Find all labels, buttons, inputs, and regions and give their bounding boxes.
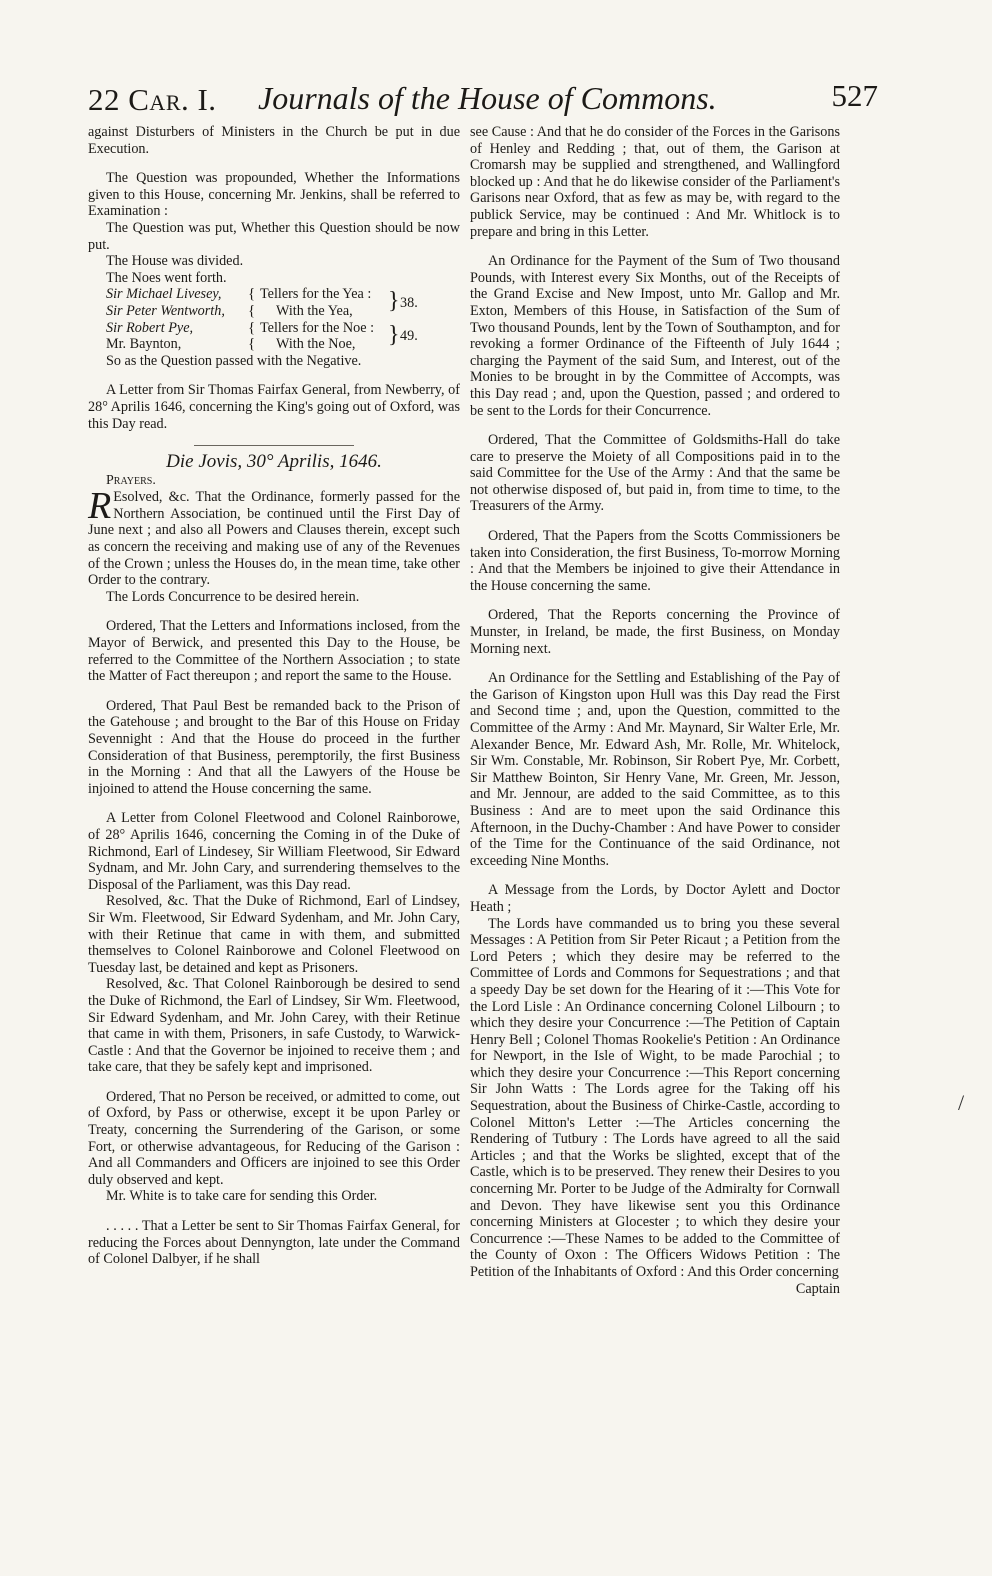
paragraph: against Disturbers of Ministers in the Church be put in due Execution. bbox=[88, 124, 460, 157]
brace-icon: } bbox=[388, 288, 400, 315]
journal-title: Journals of the House of Commons. bbox=[258, 80, 717, 116]
paragraph: Ordered, That the Committee of Goldsmiths-Hall do take care to preserve the Moiety of all Compositions paid in to the said Committee for the Use of the Army : And that the same be not otherwise disposed of, but paid in, from time to time, to the Treasurers of the Army. bbox=[470, 432, 840, 515]
paragraph: The Lords Concurrence to be desired herein. bbox=[106, 588, 360, 605]
right-column bbox=[470, 124, 840, 1297]
paragraph: Resolved, &c. That the Duke of Richmond, Earl of Lindsey, Sir Wm. Fleetwood, Sir Edward Sydenham, and Mr. John Cary, with their Retinue that came in with them, and submitted themselves to Colonel Rainborowe and Colonel Fleetwood on Tuesday last, be detained and kept as Prisoners. bbox=[88, 893, 460, 976]
tellers-table bbox=[88, 286, 460, 352]
paragraph bbox=[88, 485, 460, 589]
paragraph: A Letter from Sir Thomas Fairfax General, from Newberry, of 28° Aprilis 1646, concerning the King's going out of Oxford, was this Day read. bbox=[88, 382, 460, 432]
paragraph: So as the Question passed with the Negative. bbox=[106, 352, 362, 369]
paragraph: Ordered, That no Person be received, or admitted to come, out of Oxford, by Pass or otherwise, except it be upon Parley or Treaty, concerning the Surrendering of the Garison, or some Fort, or otherwise advantageous, for Reducing of the Garison : And all Commanders and Officers are injoined to see this Order duly observed and kept. bbox=[88, 1088, 460, 1188]
regnal-year: 22 Car. I. bbox=[88, 82, 217, 117]
yea-count: 38. bbox=[400, 294, 418, 311]
paragraph-text: Esolved, &c. That the Ordinance, formerly passed for the Northern Association, be continued until the First Day of June next ; and also all Powers and Clauses therein, except such as concern the receiving and making use of any of the Revenues of the Crown ; unless the Houses do, in the mean time, take other Order to the contrary. bbox=[88, 489, 460, 589]
date-heading: Die Jovis, 30° Aprilis, 1646. bbox=[166, 451, 382, 473]
paragraph: A Letter from Colonel Fleetwood and Colonel Rainborowe, of 28° Aprilis 1646, concerning the Coming in of the Duke of Richmond, Earl of Lindesey, Sir William Fleetwood, Sir Edward Sydnam, and Mr. John Cary, and surrendering themselves to the Disposal of the Parliament, was this Day read. bbox=[88, 810, 460, 893]
teller-name: Sir Michael Livesey, bbox=[106, 286, 222, 303]
brace-icon: { bbox=[248, 336, 256, 353]
paragraph: An Ordinance for the Settling and Establishing of the Pay of the Garison of Kingston upon Hull was this Day read the First and Second time ; and, upon the Question, committed to the Committee of the Army : And Mr. Maynard, Sir Walter Erle, Mr. Alexander Bence, Mr. Edward Ash, Mr. Rolle, Mr. Whitelock, Sir Wm. Constable, Mr. Robinson, Sir Robert Pye, Mr. Corbett, Sir Matthew Bointon, Sir Henry Vane, Mr. Green, Mr. Jesson, and Mr. Jennour, are added to the said Committee, as to this Business : And are to meet upon the said Ordinance this Afternoon, in the Duchy-Chamber : And have Power to consider of the Time for the Continuance of the said Ordinance, not exceeding Nine Months. bbox=[470, 670, 840, 869]
left-column bbox=[88, 124, 460, 1268]
paragraph: Mr. White is to take care for sending this Order. bbox=[106, 1188, 378, 1205]
teller-role: Tellers for the Yea : bbox=[260, 286, 372, 303]
margin-mark: / bbox=[958, 1090, 965, 1115]
paragraph: An Ordinance for the Payment of the Sum of Two thousand Pounds, with Interest every Six Months, out of the Receipts of the Grand Excise and New Impost, unto Mr. Gallop and Mr. Exton, Members of this House, in Satisfaction of the Sum of Two thousand Pounds, lent by the Town of Southampton, and for revoking a former Ordinance of the Fifteenth of July 1644 ; charging the Payment of the said Sum, and Interest, out of the Monies to be brought in by the Committee of Accompts, was this Day read ; and, upon the Question, passed ; and ordered to be sent to the Lords for their Concurrence. bbox=[470, 253, 840, 419]
paragraph: . . . . . That a Letter be sent to Sir Thomas Fairfax General, for reducing the Forces about Dennyngton, late under the Command of Colonel Dalbyer, if he shall bbox=[88, 1218, 460, 1268]
page-header bbox=[88, 78, 878, 126]
teller-name: Mr. Baynton, bbox=[106, 336, 182, 353]
paragraph: Ordered, That the Letters and Informations inclosed, from the Mayor of Berwick, and presented this Day to the House, be referred to the Committee of the Northern Association ; to state the Matter of Fact thereupon ; and report the same to the House. bbox=[88, 618, 460, 685]
paragraph: Resolved, &c. That Colonel Rainborough be desired to send the Duke of Richmond, the Earl of Lindsey, Sir Wm. Fleetwood, Sir Edward Sydenham, and Mr. John Carey, with their Retinue that came in with them, Prisoners, in safe Custody, to Warwick-Castle : And that the Governor be injoined to receive them ; and take care, that they be safely kept and imprisoned. bbox=[88, 976, 460, 1076]
teller-role: Tellers for the Noe : bbox=[260, 319, 375, 336]
paragraph: Ordered, That the Reports concerning the Province of Munster, in Ireland, be made, the first Business, on Monday Morning next. bbox=[470, 607, 840, 657]
noe-count: 49. bbox=[400, 327, 418, 344]
brace-icon: { bbox=[248, 302, 256, 319]
paragraph: Ordered, That Paul Best be remanded back to the Prison of the Gatehouse ; and brought to the Bar of this House on Friday Sevennight : And that the House do proceed in the further Consideration of that Business, peremptorily, the first Business in the Morning : And that all the Lawyers of the House be injoined to attend the House concerning the same. bbox=[88, 697, 460, 797]
brace-icon: { bbox=[248, 319, 256, 336]
teller-name: Sir Peter Wentworth, bbox=[106, 302, 225, 319]
paragraph: Ordered, That the Papers from the Scotts Commissioners be taken into Consideration, the first Business, To-morrow Morning : And that the Members be injoined to give their Attendance in the House concerning the same. bbox=[470, 528, 840, 594]
teller-role: With the Noe, bbox=[276, 336, 356, 353]
paragraph: A Message from the Lords, by Doctor Aylett and Doctor Heath ; bbox=[470, 882, 840, 915]
drop-cap: R bbox=[88, 485, 112, 528]
prayers-heading: Prayers. bbox=[106, 472, 156, 488]
catchword: Captain bbox=[795, 1280, 840, 1297]
paragraph: The Question was put, Whether this Question should be now put. bbox=[88, 219, 460, 253]
paragraph: see Cause : And that he do consider of the Forces in the Garisons of Henley and Redding ; that, out of them, the Garison at Cromarsh may be supplied and strengthened, and Wallingford blocked up : And that he do likewise consider of the Parliament's Garisons near Oxford, that as few as may be, with regard to the publick Service, may be continued : And Mr. Whitlock is to prepare and bring in this Letter. bbox=[470, 124, 840, 240]
page-number: 527 bbox=[831, 78, 878, 113]
paragraph: The Question was propounded, Whether the Informations given to this House, concerning Mr. Jenkins, shall be referred to Examination : bbox=[88, 170, 460, 220]
paragraph: The Noes went forth. bbox=[106, 269, 227, 286]
paragraph: The Lords have commanded us to bring you these several Messages : A Petition from Sir Peter Ricaut ; a Petition from the Lord Peters ; which they desire may be referred to the Committee of Lords and Commons for Sequestrations ; and that a speedy Day be set down for the Hearing of it :—This Vote for the Lord Lisle : An Ordinance concerning Colonel Lilbourn ; to which they desire your Concurrence :—The Petition of Captain Henry Bell ; Colonel Thomas Rookelie's Petition : An Ordinance for Newport, in the Isle of Wight, to be made Parochial ; to which they desire your Concurrence :—This Report concerning Sir John Watts : The Lords agree for the Taking off his Sequestration, about the Business of Chirke-Castle, according to Colonel Mitton's Letter :—The Articles concerning the Rendering of Tutbury : The Lords have agreed to all the said Articles ; and that the Works be slighted, except that of the Castle, which is to be preserved. They renew their Desires to you concerning Mr. Porter to be Judge of the Admiralty for Cornwall and Devon. They have likewise sent you this Ordinance concerning Ministers at Glocester ; to which they desire your Concurrence :—These Names to be added to the Committee of the County of Oxon : The Officers Widows Petition : The Petition of the Inhabitants of Oxford : And this Order concerning bbox=[470, 915, 840, 1280]
brace-icon: } bbox=[388, 321, 400, 348]
paragraph: The House was divided. bbox=[106, 253, 244, 270]
teller-role: With the Yea, bbox=[276, 302, 353, 319]
brace-icon: { bbox=[248, 286, 256, 303]
divider bbox=[194, 445, 354, 446]
teller-name: Sir Robert Pye, bbox=[106, 319, 194, 336]
